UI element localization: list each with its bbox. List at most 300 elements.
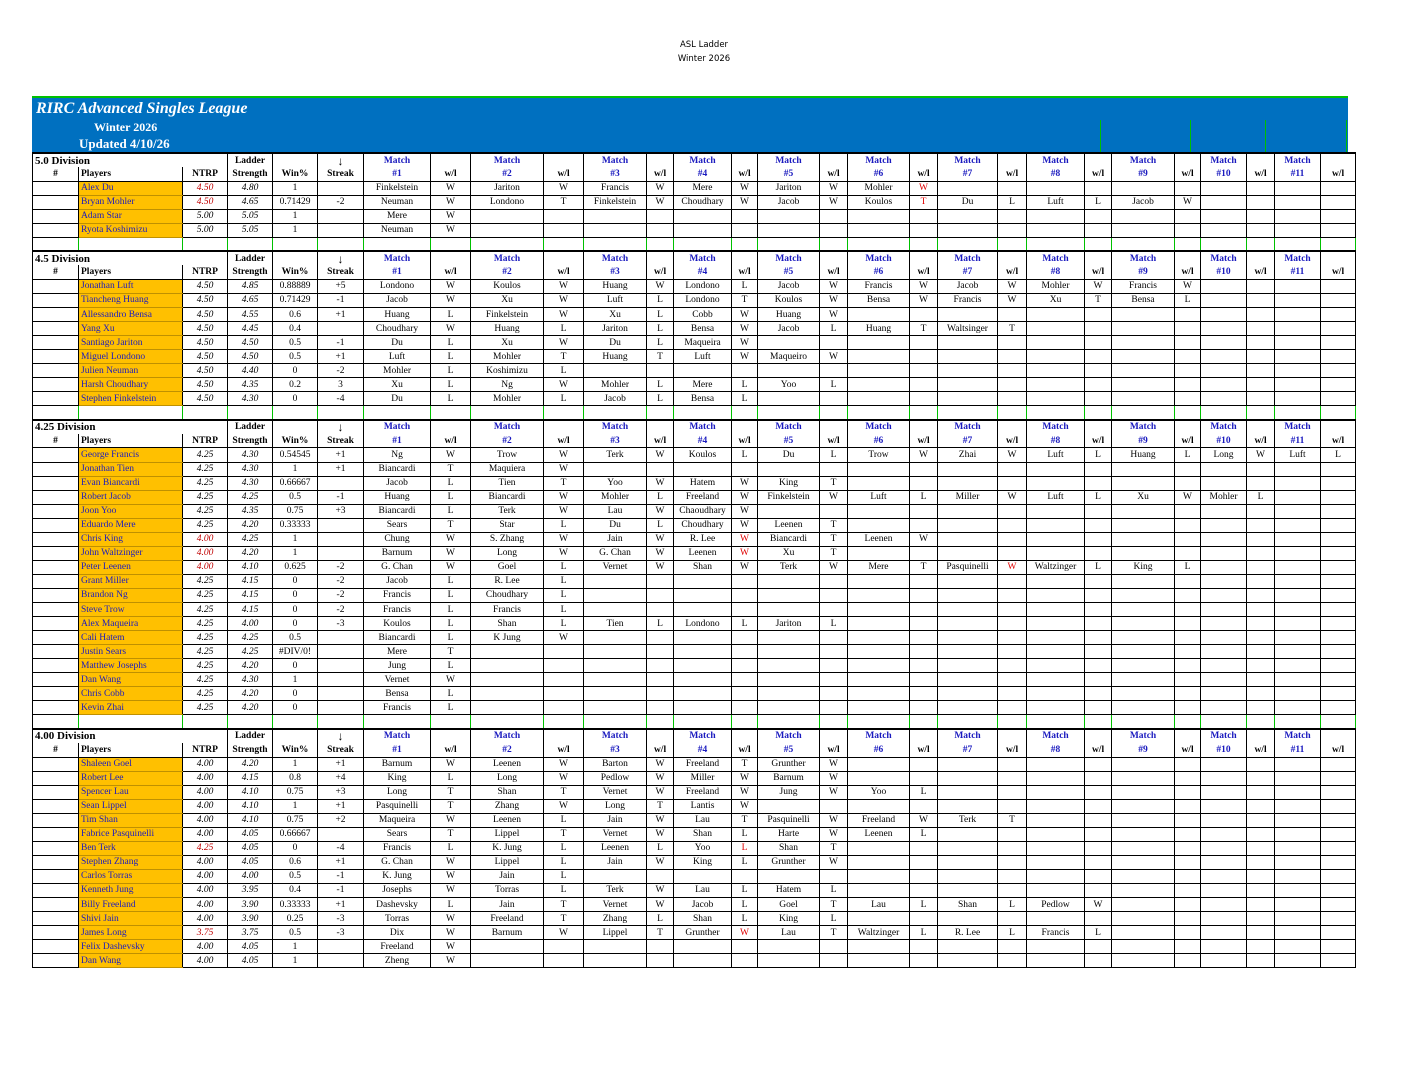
blank-cell — [1085, 420, 1112, 434]
result-cell — [1085, 869, 1112, 883]
result-cell — [1175, 209, 1201, 223]
result-cell: L — [1085, 560, 1112, 574]
opponent-cell: R. Lee — [471, 574, 544, 588]
result-cell — [1175, 364, 1201, 378]
opponent-cell: Miller — [938, 490, 998, 504]
strength-header: Strength — [228, 434, 273, 448]
player-strength: 4.15 — [228, 588, 273, 602]
opponent-cell — [674, 869, 732, 883]
wl-header: w/l — [1085, 167, 1112, 181]
row-number — [33, 701, 79, 715]
row-number — [33, 322, 79, 336]
result-cell: W — [544, 532, 584, 546]
result-cell: W — [820, 181, 848, 195]
match-num-7: #7 — [938, 167, 998, 181]
result-cell — [1085, 631, 1112, 645]
result-cell — [998, 223, 1027, 237]
spacer-cell — [318, 715, 364, 729]
result-cell — [1175, 912, 1201, 926]
opponent-cell: Huang — [584, 350, 647, 364]
result-cell: L — [544, 883, 584, 897]
result-cell — [1247, 687, 1275, 701]
opponent-cell — [1112, 209, 1175, 223]
player-winpct: 0.75 — [273, 504, 318, 518]
result-cell — [647, 701, 674, 715]
result-cell — [1085, 785, 1112, 799]
player-winpct: 0.6 — [273, 308, 318, 322]
result-cell — [1085, 954, 1112, 968]
opponent-cell: Londono — [674, 293, 732, 307]
result-cell — [1247, 378, 1275, 392]
result-cell — [998, 757, 1027, 771]
opponent-cell — [848, 546, 910, 560]
opponent-cell — [1112, 223, 1175, 237]
match-header-11: Match — [1275, 153, 1321, 167]
result-cell — [1247, 546, 1275, 560]
result-cell: T — [431, 462, 471, 476]
result-cell — [1085, 181, 1112, 195]
result-cell — [998, 687, 1027, 701]
wl-header: w/l — [910, 434, 938, 448]
opponent-cell: Hatem — [758, 883, 820, 897]
result-cell — [1247, 195, 1275, 209]
player-name: Peter Leenen — [79, 560, 183, 574]
result-cell — [910, 603, 938, 617]
opponent-cell: Lau — [758, 926, 820, 940]
wl-header: w/l — [998, 743, 1027, 757]
opponent-cell — [1201, 476, 1247, 490]
row-number — [33, 560, 79, 574]
opponent-cell — [1201, 588, 1247, 602]
player-name: Dan Wang — [79, 954, 183, 968]
player-winpct: 1 — [273, 209, 318, 223]
result-cell — [998, 645, 1027, 659]
result-cell: W — [998, 279, 1027, 293]
opponent-cell: Xu — [471, 293, 544, 307]
result-cell — [1321, 574, 1356, 588]
opponent-cell — [1201, 560, 1247, 574]
opponent-cell — [1275, 560, 1321, 574]
result-cell — [910, 350, 938, 364]
player-name: Alex Du — [79, 181, 183, 195]
row-number — [33, 841, 79, 855]
player-streak: +1 — [318, 897, 364, 911]
result-cell — [1321, 617, 1356, 631]
opponent-cell: Luft — [848, 490, 910, 504]
match-num-5: #5 — [758, 265, 820, 279]
opponent-cell — [1275, 673, 1321, 687]
result-cell: L — [820, 883, 848, 897]
player-ntrp: 5.00 — [183, 209, 228, 223]
opponent-cell — [1112, 532, 1175, 546]
result-cell — [732, 869, 758, 883]
blank-cell — [544, 420, 584, 434]
player-name: Miguel Londono — [79, 350, 183, 364]
row-number — [33, 631, 79, 645]
player-ntrp: 4.00 — [183, 799, 228, 813]
match-header-4: Match — [674, 251, 732, 265]
opponent-cell — [1112, 954, 1175, 968]
player-name: Grant Miller — [79, 574, 183, 588]
opponent-cell: Mohler — [364, 364, 431, 378]
opponent-cell — [1027, 912, 1085, 926]
opponent-cell: Shan — [471, 617, 544, 631]
opponent-cell: Josephs — [364, 883, 431, 897]
player-winpct: 0.2 — [273, 378, 318, 392]
match-num-10: #10 — [1201, 434, 1247, 448]
result-cell — [998, 378, 1027, 392]
spacer-cell — [33, 715, 79, 729]
player-strength: 4.50 — [228, 336, 273, 350]
result-cell — [998, 209, 1027, 223]
division-name: 4.25 Division — [33, 420, 183, 434]
row-number — [33, 588, 79, 602]
wl-header: w/l — [647, 265, 674, 279]
result-cell: W — [910, 813, 938, 827]
result-cell — [647, 209, 674, 223]
player-strength: 4.05 — [228, 855, 273, 869]
opponent-cell — [1027, 476, 1085, 490]
blank-cell — [820, 153, 848, 167]
match-num-3: #3 — [584, 167, 647, 181]
streak-header: Streak — [318, 167, 364, 181]
result-cell — [1175, 673, 1201, 687]
result-cell — [910, 378, 938, 392]
blank-cell — [1247, 420, 1275, 434]
match-header-5: Match — [758, 153, 820, 167]
opponent-cell — [758, 574, 820, 588]
player-ntrp: 4.25 — [183, 701, 228, 715]
result-cell — [544, 659, 584, 673]
opponent-cell: G. Chan — [364, 855, 431, 869]
row-number — [33, 645, 79, 659]
result-cell — [1085, 532, 1112, 546]
opponent-cell — [848, 912, 910, 926]
opponent-cell — [758, 631, 820, 645]
result-cell: W — [431, 813, 471, 827]
result-cell — [1321, 940, 1356, 954]
result-cell — [998, 350, 1027, 364]
match-header-9: Match — [1112, 153, 1175, 167]
player-strength: 4.20 — [228, 757, 273, 771]
opponent-cell: Pasquinelli — [364, 799, 431, 813]
player-row — [33, 532, 1356, 546]
player-streak: -1 — [318, 293, 364, 307]
ladder-label: Ladder — [228, 251, 273, 265]
strength-header: Strength — [228, 265, 273, 279]
wl-header: w/l — [820, 167, 848, 181]
player-row — [33, 701, 1356, 715]
result-cell — [998, 912, 1027, 926]
blank-cell — [820, 251, 848, 265]
player-winpct: 0.5 — [273, 926, 318, 940]
division-row — [33, 420, 1356, 434]
player-winpct: 0.5 — [273, 490, 318, 504]
player-name: Justin Sears — [79, 645, 183, 659]
spacer-cell — [318, 406, 364, 420]
result-cell — [820, 603, 848, 617]
opponent-cell — [848, 392, 910, 406]
spacer-cell — [1321, 237, 1356, 251]
opponent-cell: Freeland — [674, 757, 732, 771]
opponent-cell — [584, 673, 647, 687]
player-streak — [318, 322, 364, 336]
player-strength: 4.65 — [228, 195, 273, 209]
spacer-cell — [544, 715, 584, 729]
opponent-cell — [674, 954, 732, 968]
result-cell — [1321, 757, 1356, 771]
opponent-cell — [758, 462, 820, 476]
result-cell — [1247, 603, 1275, 617]
player-row — [33, 912, 1356, 926]
player-streak — [318, 954, 364, 968]
result-cell: W — [544, 462, 584, 476]
opponent-cell — [848, 855, 910, 869]
opponent-cell — [1201, 462, 1247, 476]
spacer-cell — [584, 237, 647, 251]
player-strength: 4.05 — [228, 841, 273, 855]
result-cell — [1085, 504, 1112, 518]
opponent-cell: K. Jung — [471, 841, 544, 855]
opponent-cell — [1112, 462, 1175, 476]
wl-header: w/l — [820, 434, 848, 448]
player-ntrp: 4.00 — [183, 912, 228, 926]
opponent-cell: Zhang — [584, 912, 647, 926]
player-strength: 4.25 — [228, 645, 273, 659]
opponent-cell: Grunther — [758, 757, 820, 771]
result-cell — [1247, 504, 1275, 518]
opponent-cell — [848, 364, 910, 378]
result-cell — [732, 209, 758, 223]
result-cell — [1247, 701, 1275, 715]
opponent-cell: Yoo — [584, 476, 647, 490]
opponent-cell — [1027, 645, 1085, 659]
result-cell — [820, 392, 848, 406]
opponent-cell: Du — [364, 392, 431, 406]
match-num-11: #11 — [1275, 743, 1321, 757]
match-num-5: #5 — [758, 167, 820, 181]
opponent-cell: Huang — [1112, 448, 1175, 462]
result-cell — [1321, 392, 1356, 406]
result-cell: L — [1085, 195, 1112, 209]
result-cell — [647, 954, 674, 968]
opponent-cell — [848, 645, 910, 659]
opponent-cell: Choudhary — [471, 588, 544, 602]
opponent-cell: Francis — [1027, 926, 1085, 940]
player-row — [33, 448, 1356, 462]
match-header-8: Match — [1027, 420, 1085, 434]
result-cell — [998, 841, 1027, 855]
result-cell — [998, 603, 1027, 617]
player-streak: +1 — [318, 799, 364, 813]
player-row — [33, 223, 1356, 237]
player-name: Spencer Lau — [79, 785, 183, 799]
result-cell — [998, 869, 1027, 883]
player-name: Tim Shan — [79, 813, 183, 827]
player-ntrp: 4.25 — [183, 490, 228, 504]
opponent-cell — [1275, 293, 1321, 307]
opponent-cell — [848, 617, 910, 631]
player-winpct: 0.625 — [273, 560, 318, 574]
player-row — [33, 855, 1356, 869]
opponent-cell — [938, 687, 998, 701]
result-cell — [1085, 378, 1112, 392]
opponent-cell: Koulos — [758, 293, 820, 307]
result-cell: W — [647, 771, 674, 785]
opponent-cell: Koshimizu — [471, 364, 544, 378]
result-cell: W — [431, 546, 471, 560]
opponent-cell: Long — [364, 785, 431, 799]
opponent-cell: Koulos — [848, 195, 910, 209]
opponent-cell — [1112, 631, 1175, 645]
opponent-cell: Yoo — [758, 378, 820, 392]
player-winpct: 0.4 — [273, 883, 318, 897]
spacer-cell — [431, 715, 471, 729]
match-num-9: #9 — [1112, 434, 1175, 448]
spacer-cell — [998, 715, 1027, 729]
result-cell — [910, 855, 938, 869]
spacer-cell — [1027, 715, 1085, 729]
opponent-cell — [674, 673, 732, 687]
opponent-cell: Londono — [471, 195, 544, 209]
result-cell — [647, 645, 674, 659]
spacer-cell — [938, 715, 998, 729]
result-cell: W — [820, 560, 848, 574]
doc-season: Winter 2026 — [677, 54, 731, 64]
row-number — [33, 504, 79, 518]
blank-cell — [1175, 729, 1201, 743]
result-cell — [910, 954, 938, 968]
player-name: Julien Neuman — [79, 364, 183, 378]
player-streak — [318, 518, 364, 532]
result-cell: W — [910, 448, 938, 462]
blank-cell — [1085, 729, 1112, 743]
player-winpct: 0.54545 — [273, 448, 318, 462]
result-cell — [1321, 462, 1356, 476]
opponent-cell — [1112, 588, 1175, 602]
row-number — [33, 392, 79, 406]
opponent-cell — [1201, 785, 1247, 799]
result-cell: W — [820, 308, 848, 322]
opponent-cell: Leenen — [584, 841, 647, 855]
player-strength: 4.00 — [228, 617, 273, 631]
opponent-cell: Grunther — [674, 926, 732, 940]
row-number — [33, 462, 79, 476]
result-cell: W — [431, 293, 471, 307]
result-cell: W — [544, 757, 584, 771]
league-title: RIRC Advanced Singles League — [36, 100, 248, 117]
opponent-cell — [1275, 785, 1321, 799]
player-name: Stephen Finkelstein — [79, 392, 183, 406]
opponent-cell: Jariton — [584, 322, 647, 336]
result-cell — [1175, 631, 1201, 645]
player-winpct: 1 — [273, 940, 318, 954]
opponent-cell — [1201, 701, 1247, 715]
opponent-cell — [1201, 897, 1247, 911]
match-num-4: #4 — [674, 265, 732, 279]
spacer-cell — [1247, 406, 1275, 420]
result-cell — [998, 771, 1027, 785]
result-cell — [647, 687, 674, 701]
opponent-cell: Francis — [364, 588, 431, 602]
spacer-cell — [647, 237, 674, 251]
result-cell: W — [647, 560, 674, 574]
opponent-cell — [1112, 841, 1175, 855]
player-strength: 5.05 — [228, 223, 273, 237]
result-cell — [732, 574, 758, 588]
opponent-cell — [1275, 883, 1321, 897]
opponent-cell: Tien — [471, 476, 544, 490]
opponent-cell — [848, 841, 910, 855]
player-ntrp: 5.00 — [183, 223, 228, 237]
spacer-cell — [273, 715, 318, 729]
result-cell — [1321, 336, 1356, 350]
match-header-3: Match — [584, 153, 647, 167]
opponent-cell: Jacob — [584, 392, 647, 406]
result-cell — [1085, 701, 1112, 715]
result-cell — [1085, 687, 1112, 701]
player-ntrp: 4.00 — [183, 827, 228, 841]
player-strength: 4.30 — [228, 462, 273, 476]
opponent-cell: Leenen — [848, 532, 910, 546]
result-cell: L — [732, 617, 758, 631]
opponent-cell — [1275, 827, 1321, 841]
player-name: Kevin Zhai — [79, 701, 183, 715]
player-winpct: 0.8 — [273, 771, 318, 785]
strength-header: Strength — [228, 743, 273, 757]
opponent-cell: Luft — [674, 350, 732, 364]
result-cell: L — [910, 785, 938, 799]
result-cell — [1175, 518, 1201, 532]
opponent-cell — [1201, 799, 1247, 813]
opponent-cell: Torras — [471, 883, 544, 897]
opponent-cell: Xu — [1112, 490, 1175, 504]
result-cell: L — [431, 308, 471, 322]
wl-header: w/l — [544, 265, 584, 279]
result-cell — [910, 757, 938, 771]
opponent-cell — [938, 799, 998, 813]
match-num-1: #1 — [364, 743, 431, 757]
opponent-cell — [1201, 954, 1247, 968]
result-cell: W — [1247, 448, 1275, 462]
opponent-cell — [471, 687, 544, 701]
result-cell: L — [1175, 560, 1201, 574]
player-row — [33, 462, 1356, 476]
result-cell: L — [431, 490, 471, 504]
opponent-cell — [471, 701, 544, 715]
opponent-cell — [848, 940, 910, 954]
wl-header: w/l — [1085, 743, 1112, 757]
player-ntrp: 4.00 — [183, 869, 228, 883]
player-streak: -1 — [318, 490, 364, 504]
result-cell: T — [647, 799, 674, 813]
player-name: Evan Biancardi — [79, 476, 183, 490]
player-name: George Francis — [79, 448, 183, 462]
opponent-cell: Shan — [471, 785, 544, 799]
result-cell — [1085, 546, 1112, 560]
result-cell: W — [544, 631, 584, 645]
opponent-cell — [584, 631, 647, 645]
ladder-label: Ladder — [228, 420, 273, 434]
result-cell — [1321, 701, 1356, 715]
blank-cell — [732, 729, 758, 743]
opponent-cell: Terk — [584, 883, 647, 897]
match-header-1: Match — [364, 420, 431, 434]
player-ntrp: 4.00 — [183, 954, 228, 968]
result-cell — [1085, 827, 1112, 841]
down-arrow-icon: ↓ — [318, 420, 364, 434]
result-cell — [1175, 701, 1201, 715]
